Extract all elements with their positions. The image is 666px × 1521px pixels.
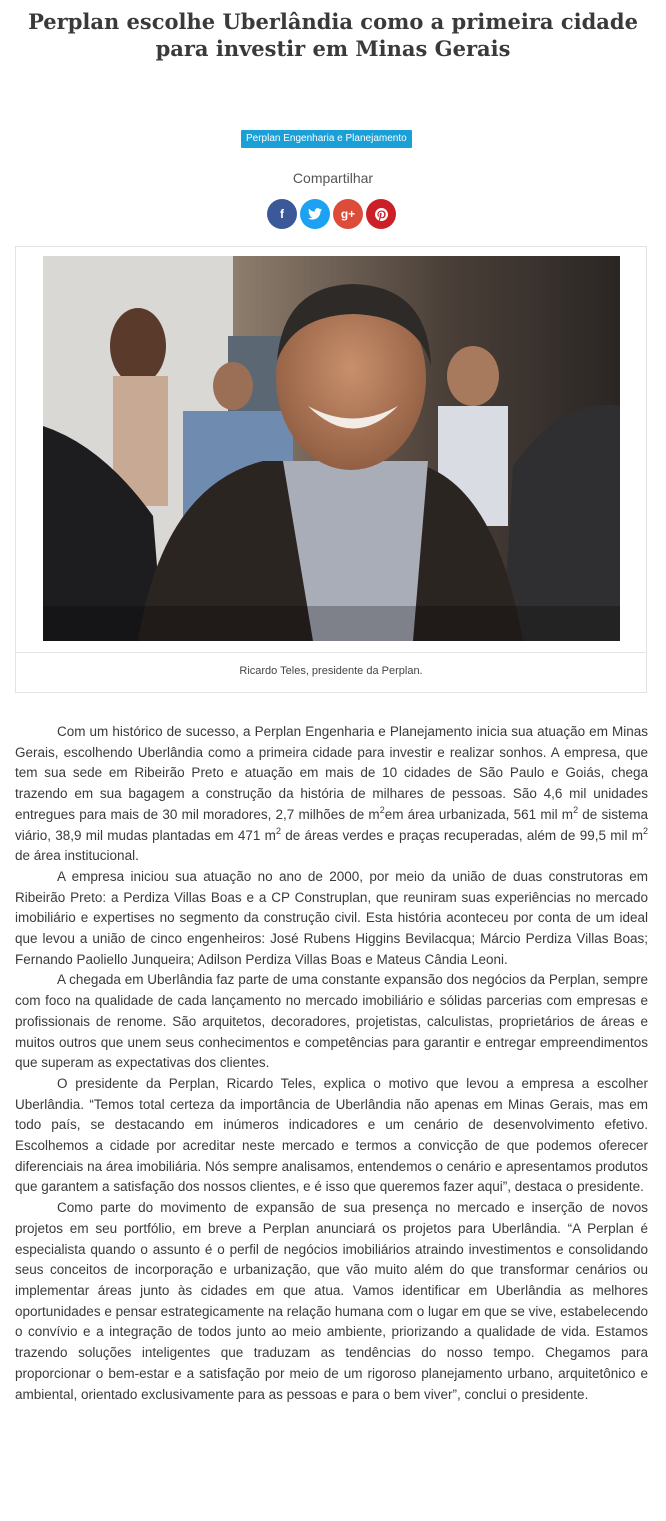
paragraph-4: O presidente da Perplan, Ricardo Teles, explica o motivo que levou a empresa a escolher Uberlândia. “Temos total certeza da importância de Uberlândia não apenas em Minas Gerais, mas em todo país, se destacando em inúmeros indicadores e um cenário de desenvolvimento efetivo. Escolhemos a cidade por acreditar neste mercado e termos a convicção de que podemos oferecer diferenciais na área imobiliária. Nós sempre analisamos, entendemos o cenário e apresentamos produtos que garantem a satisfação dos nossos clientes, e é isso que queremos fazer aqui”, destaca o presidente. (15, 1075, 648, 1195)
category-badge[interactable]: Perplan Engenharia e Planejamento (241, 130, 412, 148)
google-plus-share-button[interactable] (333, 199, 363, 229)
superscript-2: 2 (275, 825, 281, 836)
paragraph-1-part-d: de áreas verdes e praças recuperadas, além de 99,5 mil m (280, 827, 643, 843)
pinterest-icon (375, 208, 388, 221)
pinterest-share-button[interactable] (366, 199, 396, 229)
article-figure (15, 246, 647, 693)
google-plus-icon: g+ (340, 207, 356, 221)
paragraph-1-part-b: em área urbanizada, 561 mil m (384, 806, 574, 822)
article-body (15, 722, 648, 1405)
title-line-2: para investir em Minas Gerais (155, 36, 511, 61)
article-photo (43, 256, 620, 641)
page-title (20, 8, 646, 62)
facebook-share-button[interactable] (267, 199, 297, 229)
twitter-share-button[interactable] (300, 199, 330, 229)
share-label: Compartilhar (292, 170, 374, 186)
paragraph-3: A chegada em Uberlândia faz parte de uma constante expansão dos negócios da Perplan, sempre com foco na qualidade de cada lançamento no mercado imobiliário e sólidas parcerias com empresas e profissionais de renome. São arquitetos, decoradores, projetistas, calculistas, proprietários de áreas e muitos outros que unem seus conhecimentos e competências para garantir e entregar empreendimentos que superam as expectativas dos clientes. (15, 972, 648, 1071)
paragraph-2: A empresa iniciou sua atuação no ano de 2000, por meio da união de duas construtoras em Ribeirão Preto: a Perdiza Villas Boas e a CP Construplan, que reuniram suas experiências no mercado imobiliário e expertises no segmento da construção civil. Esta história aconteceu por conta de um ideal que levou a união de cinco engenheiros: José Rubens Higgins Bevilacqua; Márcio Perdiza Villas Boas; Fernando Paoliello Junqueira; Adilson Perdiza Villas Boas e Mateus Cândia Leoni. (15, 868, 648, 967)
superscript-2: 2 (379, 804, 385, 815)
paragraph-5: Como parte do movimento de expansão de sua presença no mercado e inserção de novos projetos em seu portfólio, em breve a Perplan anunciará os projetos para Uberlândia. “A Perplan é especialista quando o assunto é o perfil de negócios imobiliários atraindo investimentos e consolidando seus conceitos de incorporação e urbanização, que vão muito além do que transformar cenários ou implementar áreas junto às cidades em que atua. Vamos identificar em Uberlândia as melhores oportunidades e pensar estrategicamente na relação humana com o lugar em que se vive, estabelecendo o convívio e a integração de todos junto ao meio ambiente, priorizando a qualidade de vida. Estamos trazendo soluções inteligentes que traduzam as tendências do nosso tempo. Chegamos para proporcionar o bem-estar e a satisfação por meio de um rigoroso planejamento urbano, arquitetônico e ambiental, orientado exclusivamente para as pessoas e para o bem viver”, conclui o presidente. (15, 1200, 648, 1402)
paragraph-1-part-e: de área institucional. (15, 848, 139, 864)
title-line-1: Perplan escolhe Uberlândia como a primeira cidade (28, 9, 638, 34)
superscript-2: 2 (573, 804, 579, 815)
photo-caption: Ricardo Teles, presidente da Perplan. (16, 652, 646, 693)
share-buttons (267, 199, 396, 229)
paragraph-1 (15, 722, 648, 867)
superscript-2: 2 (642, 825, 648, 836)
photo-illustration (43, 256, 620, 641)
paragraph-1-part-c: de sistema viário, 38,9 mil mudas plantadas em 471 m (15, 806, 649, 843)
twitter-icon (308, 208, 322, 220)
paragraph-1-part-a: Com um histórico de sucesso, a Perplan Engenharia e Planejamento inicia sua atuação em Minas Gerais, escolhendo Uberlândia como a primeira cidade para investir e realizar sonhos. A empresa, que tem sua sede em Ribeirão Preto e atuação em mais de 10 cidades de São Paulo e Goiás, chega trazendo em sua bagagem a construção da história de milhares de pessoas. São 4,6 mil unidades entregues para mais de 30 mil moradores, 2,7 milhões de m (15, 724, 648, 822)
facebook-icon: f (280, 207, 284, 221)
